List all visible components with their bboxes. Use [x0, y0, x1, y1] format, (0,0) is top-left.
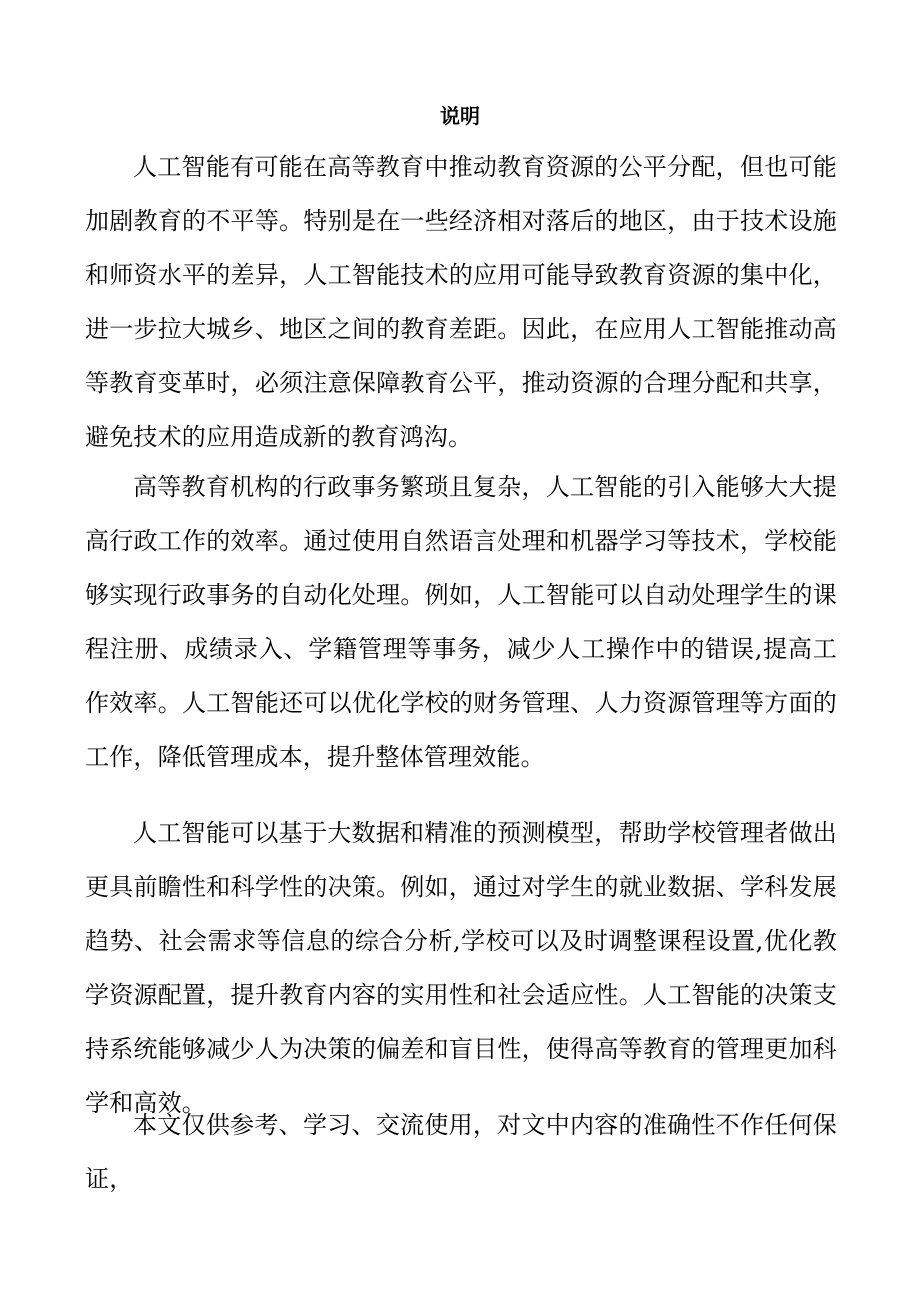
paragraph-4: 本文仅供参考、学习、交流使用，对文中内容的准确性不作任何保证，: [85, 1111, 837, 1193]
paragraph-2: 高等教育机构的行政事务繁琐且复杂，人工智能的引入能够大大提高行政工作的效率。通过使用自然语言处理和机器学习等技术，学校能够实现行政事务的自动化处理。例如，人工智能可以自动处理学生的课程注册、成绩录入、学籍管理等事务，减少人工操作中的错误,提高工作效率。人工智能还可以优化学校的财务管理、人力资源管理等方面的工作，降低管理成本，提升整体管理效能。: [85, 473, 837, 771]
paragraph-1: 人工智能有可能在高等教育中推动教育资源的公平分配，但也可能加剧教育的不平等。特别是在一些经济相对落后的地区，由于技术设施和师资水平的差异，人工智能技术的应用可能导致教育资源的集中化，进一步拉大城乡、地区之间的教育差距。因此，在应用人工智能推动高等教育变革时，必须注意保障教育公平，推动资源的合理分配和共享，避免技术的应用造成新的教育鸿沟。: [85, 153, 837, 451]
paragraph-3: 人工智能可以基于大数据和精准的预测模型，帮助学校管理者做出更具前瞻性和科学性的决策。例如，通过对学生的就业数据、学科发展趋势、社会需求等信息的综合分析,学校可以及时调整课程设置,优化教学资源配置，提升教育内容的实用性和社会适应性。人工智能的决策支持系统能够减少人为决策的偏差和盲目性，使得高等教育的管理更加科学和高效。: [85, 819, 837, 1117]
page-title: 说明: [440, 104, 480, 128]
